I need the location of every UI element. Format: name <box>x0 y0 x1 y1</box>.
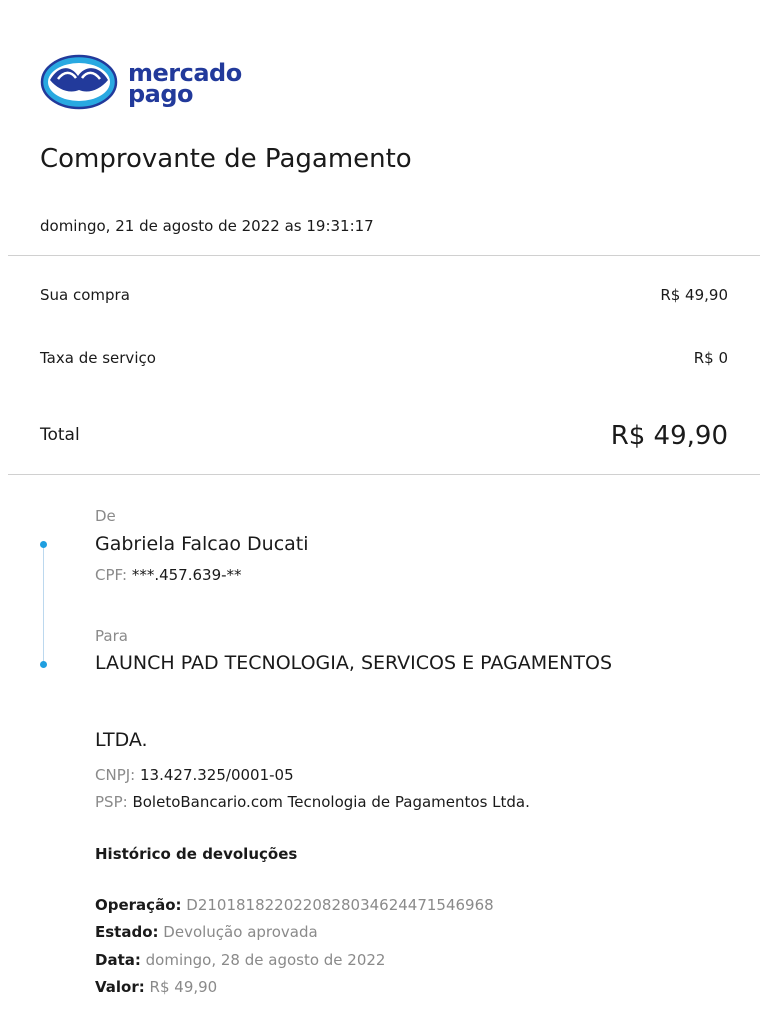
to-doc-value: 13.427.325/0001-05 <box>140 766 294 784</box>
refund-date-label: Data: <box>95 951 141 969</box>
refund-date-value: domingo, 28 de agosto de 2022 <box>145 951 386 969</box>
to-psp <box>95 793 530 811</box>
refund-state-label: Estado: <box>95 923 159 941</box>
refund-amount-value: R$ 49,90 <box>149 978 218 996</box>
refund-operation-value: D2101818220220828034624471546968 <box>186 896 494 914</box>
total-label: Total <box>40 425 80 445</box>
purchase-label: Sua compra <box>40 286 130 304</box>
refund-state-value: Devolução aprovada <box>163 923 318 941</box>
receipt-datetime: domingo, 21 de agosto de 2022 as 19:31:17 <box>40 217 374 235</box>
to-heading: Para <box>95 627 128 645</box>
refunds-heading: Histórico de devoluções <box>95 845 298 863</box>
timeline-dot-from <box>40 541 47 548</box>
to-document <box>95 766 294 784</box>
brand-wordmark <box>128 59 242 108</box>
to-psp-label: PSP: <box>95 793 128 811</box>
from-doc-label: CPF: <box>95 566 128 584</box>
total-value: R$ 49,90 <box>610 421 728 451</box>
page-title: Comprovante de Pagamento <box>40 144 412 174</box>
fee-value: R$ 0 <box>693 349 728 367</box>
timeline-dot-to <box>40 661 47 668</box>
purchase-value: R$ 49,90 <box>660 286 728 304</box>
refund-date <box>95 951 385 969</box>
from-document <box>95 566 242 584</box>
refund-operation-label: Operação: <box>95 896 182 914</box>
from-doc-value: ***.457.639-** <box>131 566 242 584</box>
to-name-line1: LAUNCH PAD TECNOLOGIA, SERVICOS E PAGAMENTOS <box>95 652 613 674</box>
refund-operation <box>95 896 494 914</box>
from-heading: De <box>95 507 116 525</box>
divider-top <box>8 255 760 256</box>
to-psp-value: BoletoBancario.com Tecnologia de Pagamentos Ltda. <box>132 793 530 811</box>
divider-bottom <box>8 474 760 475</box>
brand-logo <box>40 54 242 114</box>
refund-state <box>95 923 318 941</box>
to-name-line2: LTDA. <box>95 729 148 751</box>
handshake-logo-icon <box>40 54 118 114</box>
to-doc-label: CNPJ: <box>95 766 136 784</box>
refund-amount <box>95 978 217 996</box>
fee-label: Taxa de serviço <box>40 349 156 367</box>
brand-name-line2: pago <box>128 80 194 108</box>
brand-name-line1: mercado <box>128 59 242 87</box>
refund-amount-label: Valor: <box>95 978 145 996</box>
from-name: Gabriela Falcao Ducati <box>95 533 309 555</box>
timeline-line <box>43 545 44 665</box>
